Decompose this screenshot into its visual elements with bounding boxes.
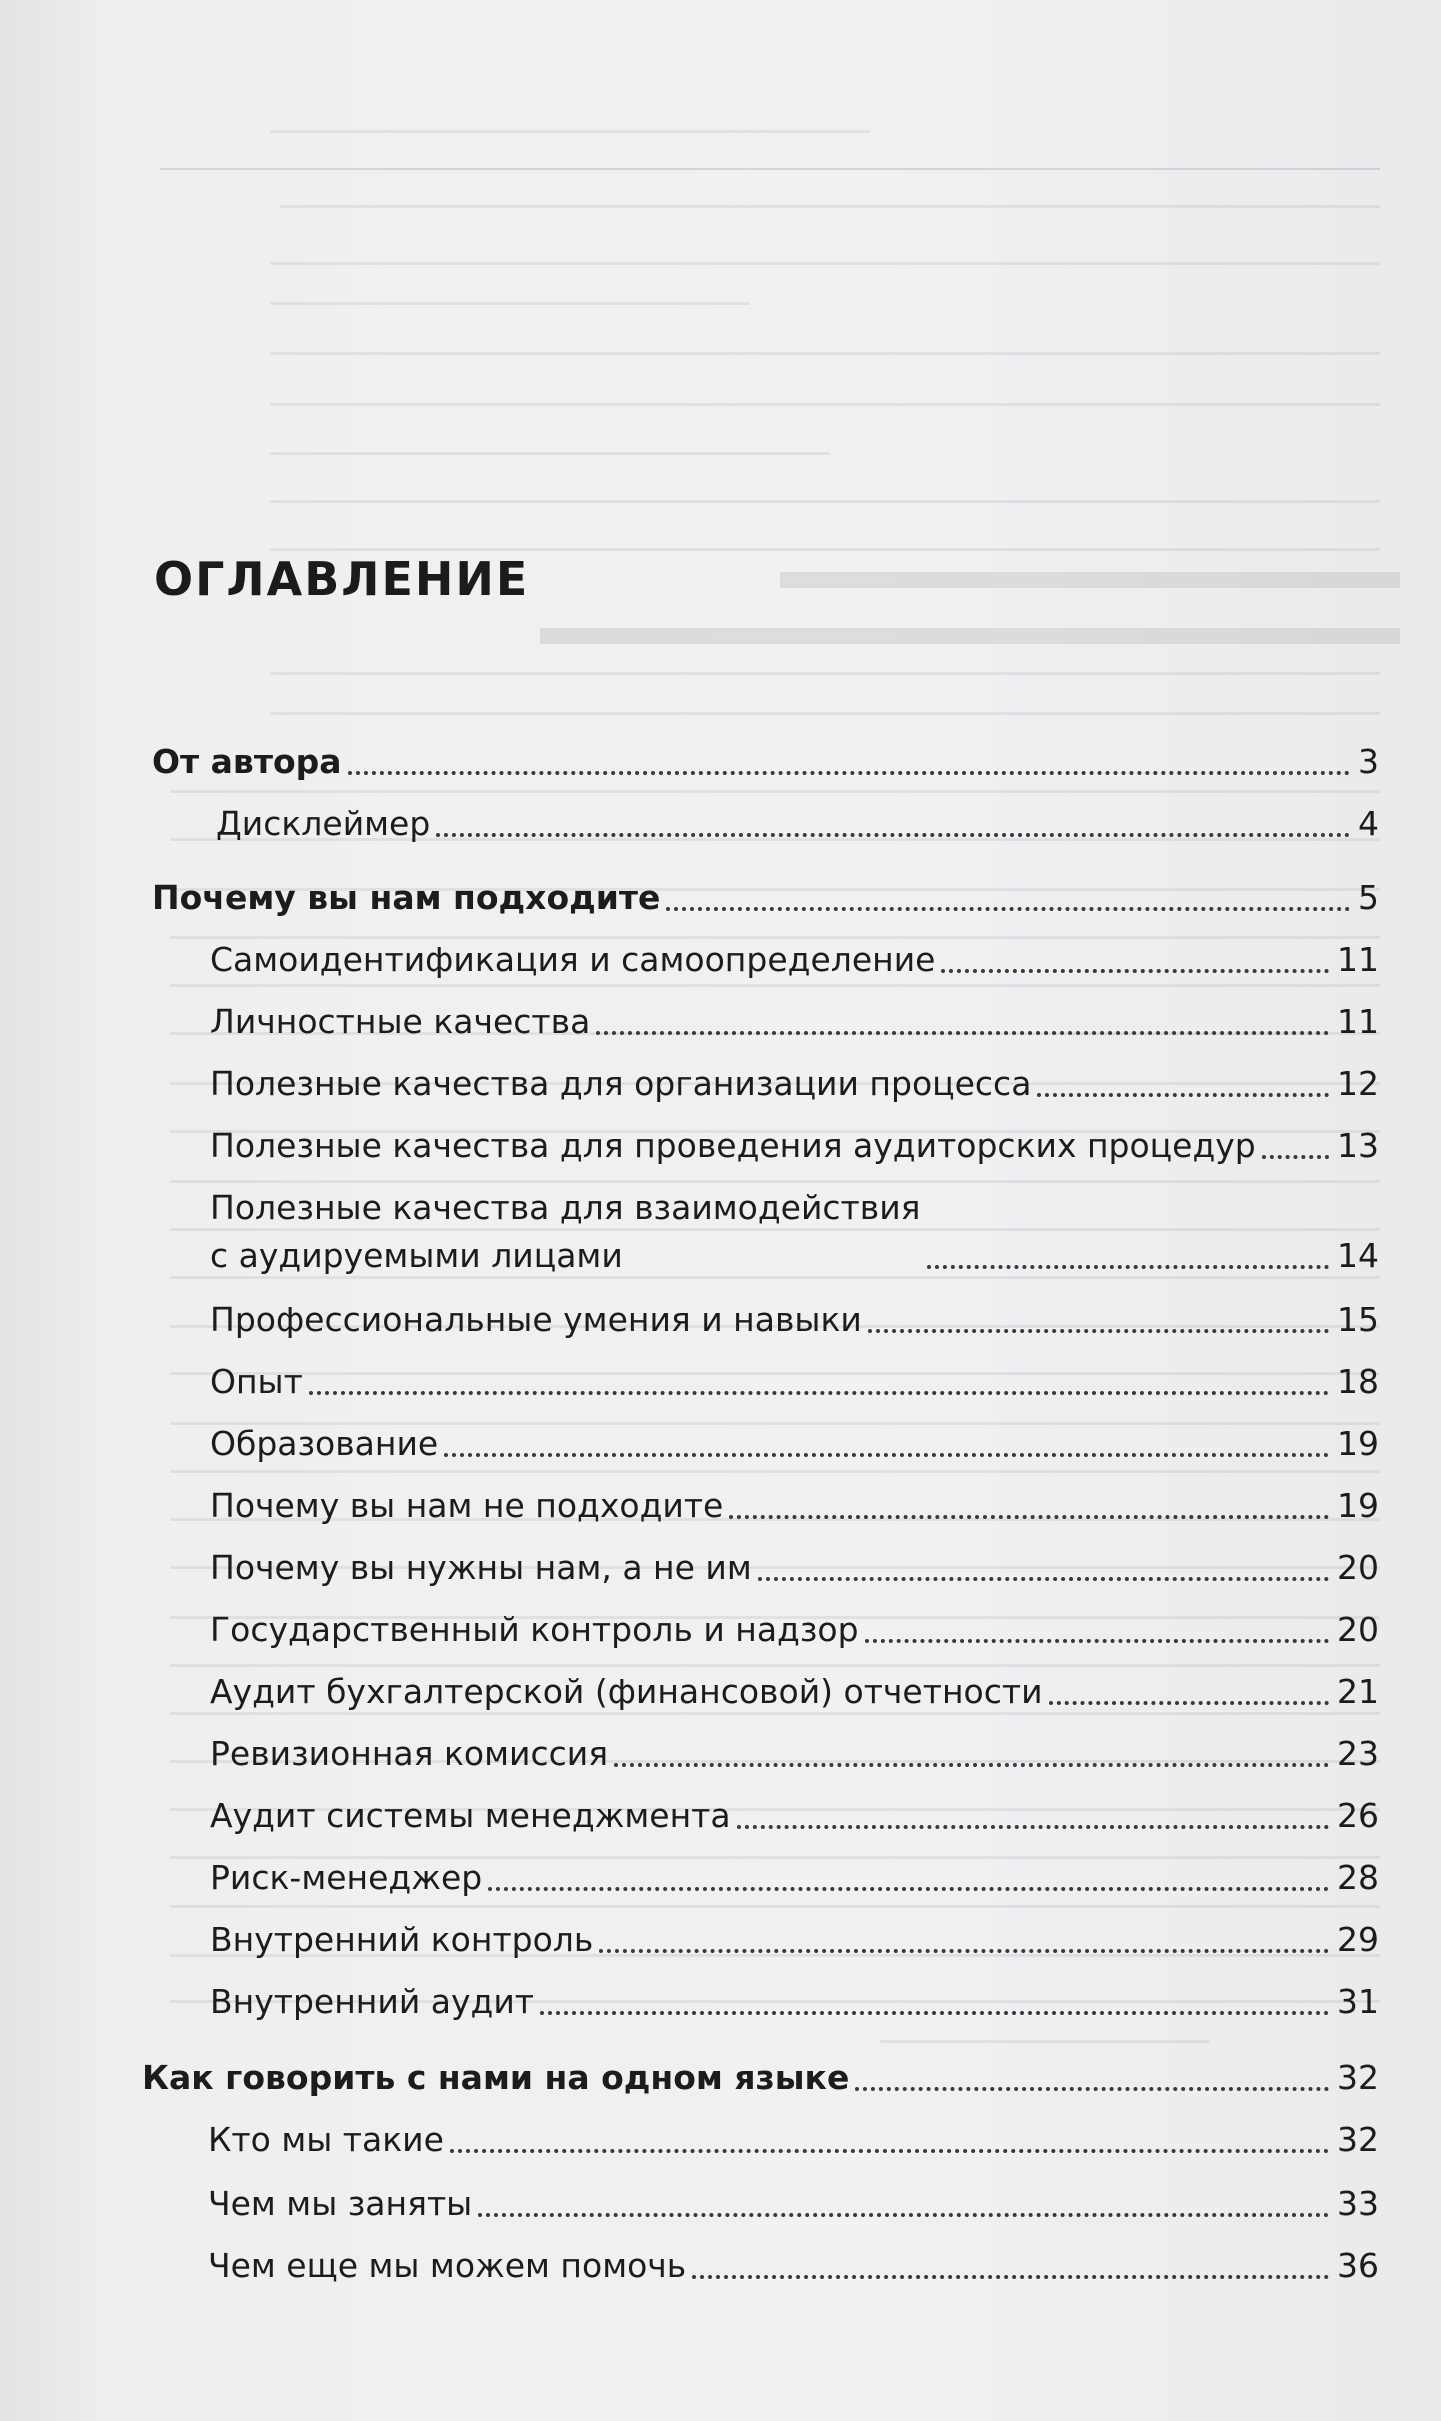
toc-page-number: 14 (1337, 1236, 1379, 1275)
toc-entry-label: Почему вы нужны нам, а не им (210, 1548, 752, 1587)
toc-entry-why-you-dont-fit[interactable] (210, 1482, 1379, 1530)
toc-entry-personal-qualities[interactable] (210, 998, 1379, 1046)
dot-leader (309, 1391, 1329, 1395)
toc-page-number: 5 (1358, 878, 1379, 917)
toc-page-number: 31 (1337, 1982, 1379, 2021)
toc-entry-label: Кто мы такие (208, 2120, 444, 2159)
dot-leader (488, 1887, 1329, 1891)
toc-entry-label-line: Полезные качества для взаимодействия (210, 1188, 921, 1227)
toc-entry-label: Внутренний аудит (210, 1982, 534, 2021)
toc-entry-label: Личностные качества (210, 1002, 591, 1041)
toc-entry-internal-control[interactable] (210, 1916, 1379, 1964)
toc-entry-qualities-interaction[interactable] (210, 1184, 1379, 1280)
toc-page-number: 4 (1358, 804, 1379, 843)
toc-entry-label: Аудит бухгалтерской (финансовой) отчетности (210, 1672, 1043, 1711)
toc-entry-label: Почему вы нам подходите (152, 878, 661, 917)
toc-page-number: 20 (1337, 1610, 1379, 1649)
toc-entry-why-you-fit[interactable] (152, 874, 1379, 922)
toc-entry-why-we-need-you[interactable] (210, 1544, 1379, 1592)
toc-entry-label: Аудит системы менеджмента (210, 1796, 731, 1835)
toc-entry-from-author[interactable] (152, 738, 1379, 786)
toc-entry-audit-commission[interactable] (210, 1730, 1379, 1778)
dot-leader (596, 1031, 1329, 1035)
toc-entry-label: Чем еще мы можем помочь (208, 2246, 687, 2285)
toc-page-number: 32 (1337, 2120, 1379, 2159)
toc-entry-label: Образование (210, 1424, 439, 1463)
toc-entry-label: Государственный контроль и надзор (210, 1610, 859, 1649)
toc-entry-label: Внутренний контроль (210, 1920, 594, 1959)
dot-leader (1037, 1093, 1329, 1097)
dot-leader (444, 1453, 1329, 1457)
dot-leader (348, 771, 1350, 775)
toc-entry-education[interactable] (210, 1420, 1379, 1468)
toc-entry-label (210, 1184, 921, 1280)
toc-page-number: 11 (1337, 1002, 1379, 1041)
toc-page-number: 19 (1337, 1424, 1379, 1463)
dot-leader (599, 1949, 1329, 1953)
toc-page-number: 20 (1337, 1548, 1379, 1587)
toc-page-number: 23 (1337, 1734, 1379, 1773)
toc-page-number: 11 (1337, 940, 1379, 979)
toc-entry-qualities-process[interactable] (210, 1060, 1379, 1108)
toc-entry-label: Почему вы нам не подходите (210, 1486, 724, 1525)
toc-page-number: 15 (1337, 1300, 1379, 1339)
toc-page-number: 36 (1337, 2246, 1379, 2285)
dot-leader (868, 1329, 1329, 1333)
toc-entry-who-we-are[interactable] (208, 2116, 1379, 2164)
toc-entry-label: От автора (152, 742, 342, 781)
toc-entry-internal-audit[interactable] (210, 1978, 1379, 2026)
dot-leader (729, 1515, 1329, 1519)
dot-leader (614, 1763, 1329, 1767)
dot-leader (865, 1639, 1329, 1643)
toc-entry-label: Ревизионная комиссия (210, 1734, 609, 1773)
toc-entry-experience[interactable] (210, 1358, 1379, 1406)
toc-entry-state-control[interactable] (210, 1606, 1379, 1654)
toc-entry-qualities-procedures[interactable] (210, 1122, 1379, 1170)
dot-leader (941, 969, 1329, 973)
toc-entry-label: Самоидентификация и самоопределение (210, 940, 936, 979)
toc-entry-label: Чем мы заняты (208, 2184, 473, 2223)
toc-page-number: 19 (1337, 1486, 1379, 1525)
toc-page-number: 28 (1337, 1858, 1379, 1897)
dot-leader (927, 1265, 1329, 1269)
toc-page-number: 3 (1358, 742, 1379, 781)
toc-entry-label: Как говорить с нами на одном языке (142, 2058, 850, 2097)
dot-leader (666, 907, 1350, 911)
toc-page-number: 12 (1337, 1064, 1379, 1103)
dot-leader (1049, 1701, 1329, 1705)
dot-leader (855, 2087, 1329, 2091)
toc-entry-label: Риск-менеджер (210, 1858, 483, 1897)
toc-page-number: 33 (1337, 2184, 1379, 2223)
toc-entry-what-we-do[interactable] (208, 2180, 1379, 2228)
toc-entry-label: Полезные качества для организации процесса (210, 1064, 1032, 1103)
toc-entry-disclaimer[interactable] (216, 800, 1379, 848)
dot-leader (478, 2213, 1329, 2217)
toc-entry-risk-manager[interactable] (210, 1854, 1379, 1902)
toc-entry-label: Полезные качества для проведения аудиторских процедур (210, 1126, 1256, 1165)
toc-entry-self-identification[interactable] (210, 936, 1379, 984)
dot-leader (758, 1577, 1329, 1581)
dot-leader (436, 833, 1350, 837)
toc-entry-how-else-we-help[interactable] (208, 2242, 1379, 2290)
toc-entry-professional-skills[interactable] (210, 1296, 1379, 1344)
toc-entry-common-language[interactable] (142, 2054, 1379, 2102)
toc-entry-label: Профессиональные умения и навыки (210, 1300, 862, 1339)
toc-title: ОГЛАВЛЕНИЕ (154, 552, 530, 606)
toc-entry-management-audit[interactable] (210, 1792, 1379, 1840)
dot-leader (1262, 1155, 1329, 1159)
toc-entry-label: Опыт (210, 1362, 303, 1401)
toc-page-number: 18 (1337, 1362, 1379, 1401)
dot-leader (450, 2149, 1329, 2153)
toc-entry-label-line: с аудируемыми лицами (210, 1236, 623, 1275)
toc-entry-financial-audit[interactable] (210, 1668, 1379, 1716)
dot-leader (540, 2011, 1329, 2015)
toc-page-number: 26 (1337, 1796, 1379, 1835)
toc-page-number: 21 (1337, 1672, 1379, 1711)
dot-leader (692, 2275, 1329, 2279)
dot-leader (737, 1825, 1329, 1829)
toc-entry-label: Дисклеймер (216, 804, 431, 843)
toc-page-number: 32 (1337, 2058, 1379, 2097)
toc-page-number: 29 (1337, 1920, 1379, 1959)
toc-page-number: 13 (1337, 1126, 1379, 1165)
